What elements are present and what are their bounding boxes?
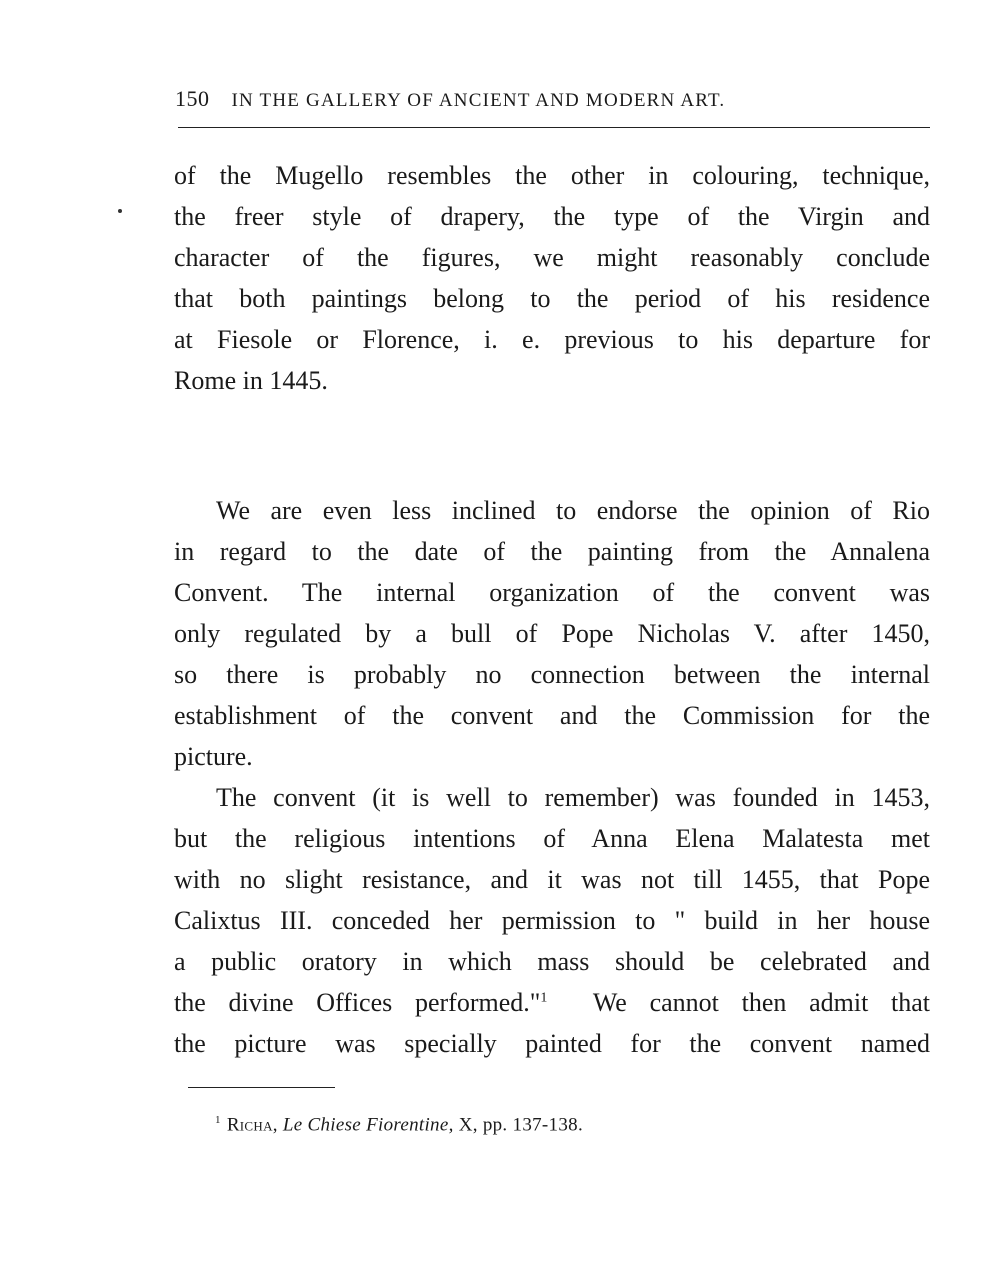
text-line: We are even less inclined to endorse the opinion of Rio	[216, 496, 930, 525]
paragraph-continuation	[174, 155, 930, 401]
paragraph-annalena	[174, 490, 930, 1064]
footnote	[215, 1114, 583, 1136]
running-head	[175, 86, 935, 112]
text-line: but the religious intentions of Anna Elena Malatesta met	[174, 824, 930, 853]
text-line: only regulated by a bull of Pope Nicholas V. after 1450,	[174, 619, 930, 648]
text-line: picture.	[174, 742, 253, 771]
text-line: at Fiesole or Florence, i. e. previous to his departure for	[174, 325, 930, 354]
text-line: the freer style of drapery, the type of the Virgin and	[174, 202, 930, 231]
text-line: Convent. The internal organization of the convent was	[174, 578, 930, 607]
text-line: Rome in 1445.	[174, 366, 328, 395]
text-line: of the Mugello resembles the other in colouring, technique,	[174, 161, 930, 190]
text-line: a public oratory in which mass should be celebrated and	[174, 947, 930, 976]
text-line: the picture was specially painted for the convent named	[174, 1029, 930, 1058]
text-line: Calixtus III. conceded her permission to " build in her house	[174, 906, 930, 935]
running-title: IN THE GALLERY OF ANCIENT AND MODERN ART.	[231, 90, 726, 111]
text-line-with-footnote-ref	[174, 982, 930, 1023]
footnote-marker: 1	[215, 1114, 221, 1126]
footnote-title: Le Chiese Fiorentine,	[282, 1114, 454, 1136]
page-number: 150	[175, 86, 210, 111]
text-line: The convent (it is well to remember) was founded in 1453,	[216, 783, 930, 812]
text-fragment: We cannot then admit that	[592, 988, 931, 1017]
text-line: with no slight resistance, and it was not till 1455, that Pope	[174, 865, 930, 894]
header-rule	[178, 127, 930, 128]
text-line: in regard to the date of the painting from the Annalena	[174, 537, 930, 566]
footnote-rule	[188, 1087, 335, 1088]
ink-speck	[118, 209, 122, 213]
text-line: character of the figures, we might reasonably conclude	[174, 243, 930, 272]
text-line: that both paintings belong to the period of his residence	[174, 284, 930, 313]
text-line: establishment of the convent and the Commission for the	[174, 701, 930, 730]
footnote-reference[interactable]: 1	[540, 990, 548, 1006]
footnote-location: X, pp. 137-138.	[458, 1114, 584, 1136]
text-line: so there is probably no connection between the internal	[174, 660, 930, 689]
text-fragment: the divine Offices performed."	[174, 988, 541, 1017]
footnote-author: Richa,	[226, 1114, 278, 1136]
